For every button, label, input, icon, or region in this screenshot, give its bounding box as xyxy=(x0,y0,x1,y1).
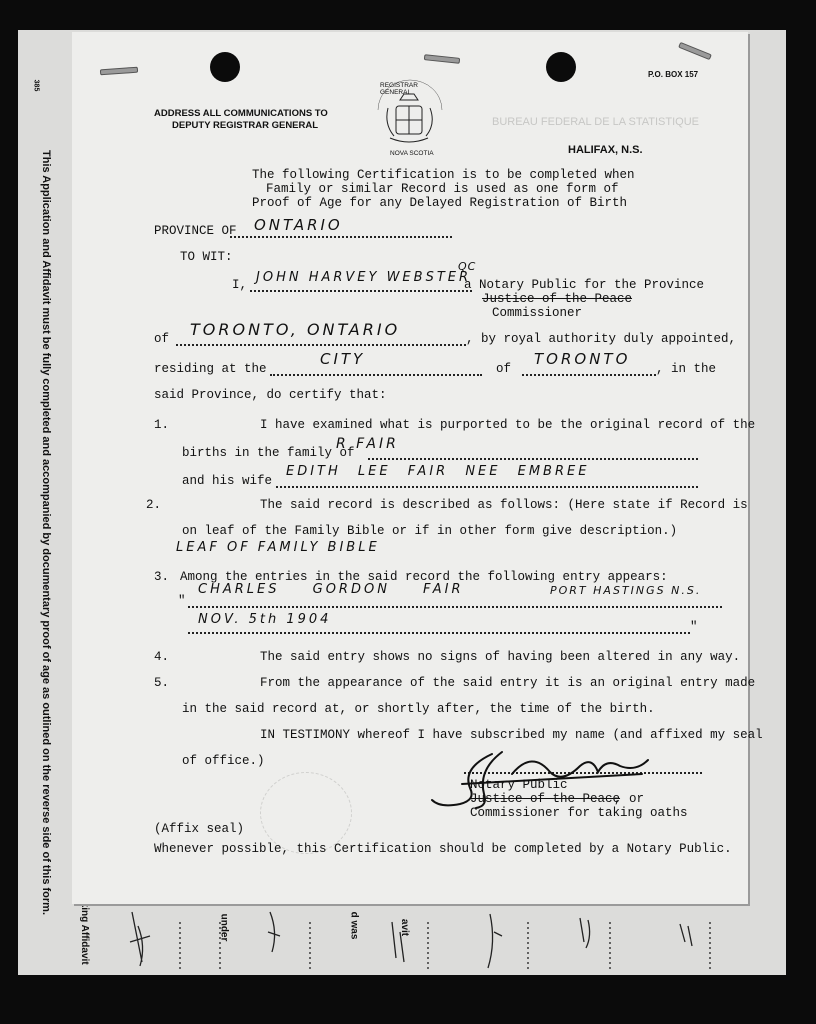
registrar-general-seal xyxy=(370,76,450,166)
commissioner-label: Commissioner for taking oaths xyxy=(470,806,688,820)
province-value: ONTARIO xyxy=(254,216,343,234)
qc-annotation: QC xyxy=(458,260,477,273)
close-quote: " xyxy=(690,620,698,634)
strip-scribbles xyxy=(110,902,760,974)
bleed-through-text: BUREAU FEDERAL DE LA STATISTIQUE xyxy=(492,116,700,128)
item-2-number: 2. xyxy=(146,498,162,512)
wife-name: EDITH LEE FAIR NEE EMBREE xyxy=(286,464,590,479)
testimony-line-1: IN TESTIMONY whereof I have subscribed my name (and affixed my seal xyxy=(260,728,763,742)
staple-left xyxy=(100,67,138,76)
certify-line: said Province, do certify that: xyxy=(154,388,387,402)
declarant-name: JOHN HARVEY WEBSTER xyxy=(256,270,472,285)
seal-top-text: REGISTRAR GENERAL xyxy=(380,82,418,96)
intro-line-2: Family or similar Record is used as one form of xyxy=(266,182,619,196)
entry-name: CHARLES GORDON FAIR xyxy=(198,582,464,597)
declarant-title-commissioner: Commissioner xyxy=(492,306,583,320)
of-value: TORONTO, ONTARIO xyxy=(190,320,401,339)
declarant-title-notary: a Notary Public for the Province xyxy=(464,278,705,292)
of-prefix: of xyxy=(154,332,170,346)
item-4-number: 4. xyxy=(154,650,170,664)
wife-prefix: and his wife xyxy=(182,474,273,488)
entry-line-2 xyxy=(188,632,690,634)
declarant-title-justice: Justice of the Peace xyxy=(482,292,633,306)
was-label: d was xyxy=(348,911,360,940)
intro-line-1: The following Certification is to be completed when xyxy=(252,168,635,182)
entry-line-1 xyxy=(188,606,722,608)
item-4-text: The said entry shows no signs of having been altered in any way. xyxy=(260,650,741,664)
residing-middle: of xyxy=(496,362,512,376)
item-5-line-2: in the said record at, or shortly after, the time of the birth. xyxy=(182,702,655,716)
page-number: 385 xyxy=(32,79,40,92)
province-label: PROVINCE OF xyxy=(154,224,237,238)
city-header: HALIFAX, N.S. xyxy=(568,144,643,156)
entry-place: PORT HASTINGS N.S. xyxy=(550,584,702,597)
wife-name-line xyxy=(276,486,698,488)
to-wit-label: TO WIT: xyxy=(180,250,233,264)
residing-field-line-2 xyxy=(522,374,656,376)
justice-label: Justice of the Peace xyxy=(470,792,621,806)
item-1-line-2: births in the family of xyxy=(182,446,355,460)
staple-right xyxy=(678,42,712,60)
record-description: LEAF OF FAMILY BIBLE xyxy=(176,540,380,555)
open-quote: " xyxy=(178,594,186,608)
staple-middle xyxy=(424,54,460,64)
item-5-number: 5. xyxy=(154,676,170,690)
testimony-line-2: of office.) xyxy=(182,754,265,768)
under-label: under xyxy=(218,913,230,942)
residing-prefix: residing at the xyxy=(154,362,267,376)
certification-sheet xyxy=(72,32,763,904)
province-field-line xyxy=(230,236,452,238)
family-name-line xyxy=(368,458,698,460)
item-2-line-1: The said record is described as follows: (Here state if Record is xyxy=(260,498,748,512)
declarant-name-line xyxy=(250,290,472,292)
bottom-form-strip xyxy=(110,902,760,974)
item-1-line-1: I have examined what is purported to be the original record of the xyxy=(260,418,756,432)
punch-hole-right xyxy=(546,52,576,82)
entry-date: NOV. 5th 1904 xyxy=(198,612,332,627)
of-suffix: , by royal authority duly appointed, xyxy=(466,332,737,346)
declarant-prefix: I, xyxy=(232,278,248,292)
or-label: , or xyxy=(614,792,645,806)
davit-label: avit xyxy=(399,918,411,937)
footer-note: Whenever possible, this Certification should be completed by a Notary Public. xyxy=(154,842,732,856)
address-line-1: ADDRESS ALL COMMUNICATIONS TO xyxy=(154,108,328,119)
residing-value-1: CITY xyxy=(320,350,366,368)
item-3-line-1: Among the entries in the said record the following entry appears: xyxy=(180,570,668,584)
intro-line-3: Proof of Age for any Delayed Registration of Birth xyxy=(252,196,628,210)
of-field-line xyxy=(176,344,466,346)
item-3-number: 3. xyxy=(154,570,170,584)
notary-public-label: Notary Public xyxy=(470,778,568,792)
affidavit-instruction: This Application and Affidavit must be fully completed and accompanied by documentary proof of age as outlined on the reverse side of this form. xyxy=(40,150,52,916)
item-5-line-1: From the appearance of the said entry it is an original entry made xyxy=(260,676,756,690)
residing-field-line-1 xyxy=(270,374,482,376)
item-2-line-2: on leaf of the Family Bible or if in other form give description.) xyxy=(182,524,678,538)
seal-bottom-text: NOVA SCOTIA xyxy=(390,150,434,157)
residing-suffix: , in the xyxy=(656,362,717,376)
po-box: P.O. BOX 157 xyxy=(648,70,699,79)
punch-hole-left xyxy=(210,52,240,82)
item-1-number: 1. xyxy=(154,418,170,432)
family-name: R FAIR xyxy=(336,436,399,452)
affix-seal-label: (Affix seal) xyxy=(154,822,245,836)
address-line-2: DEPUTY REGISTRAR GENERAL xyxy=(172,120,319,131)
residing-value-2: TORONTO xyxy=(534,350,631,368)
